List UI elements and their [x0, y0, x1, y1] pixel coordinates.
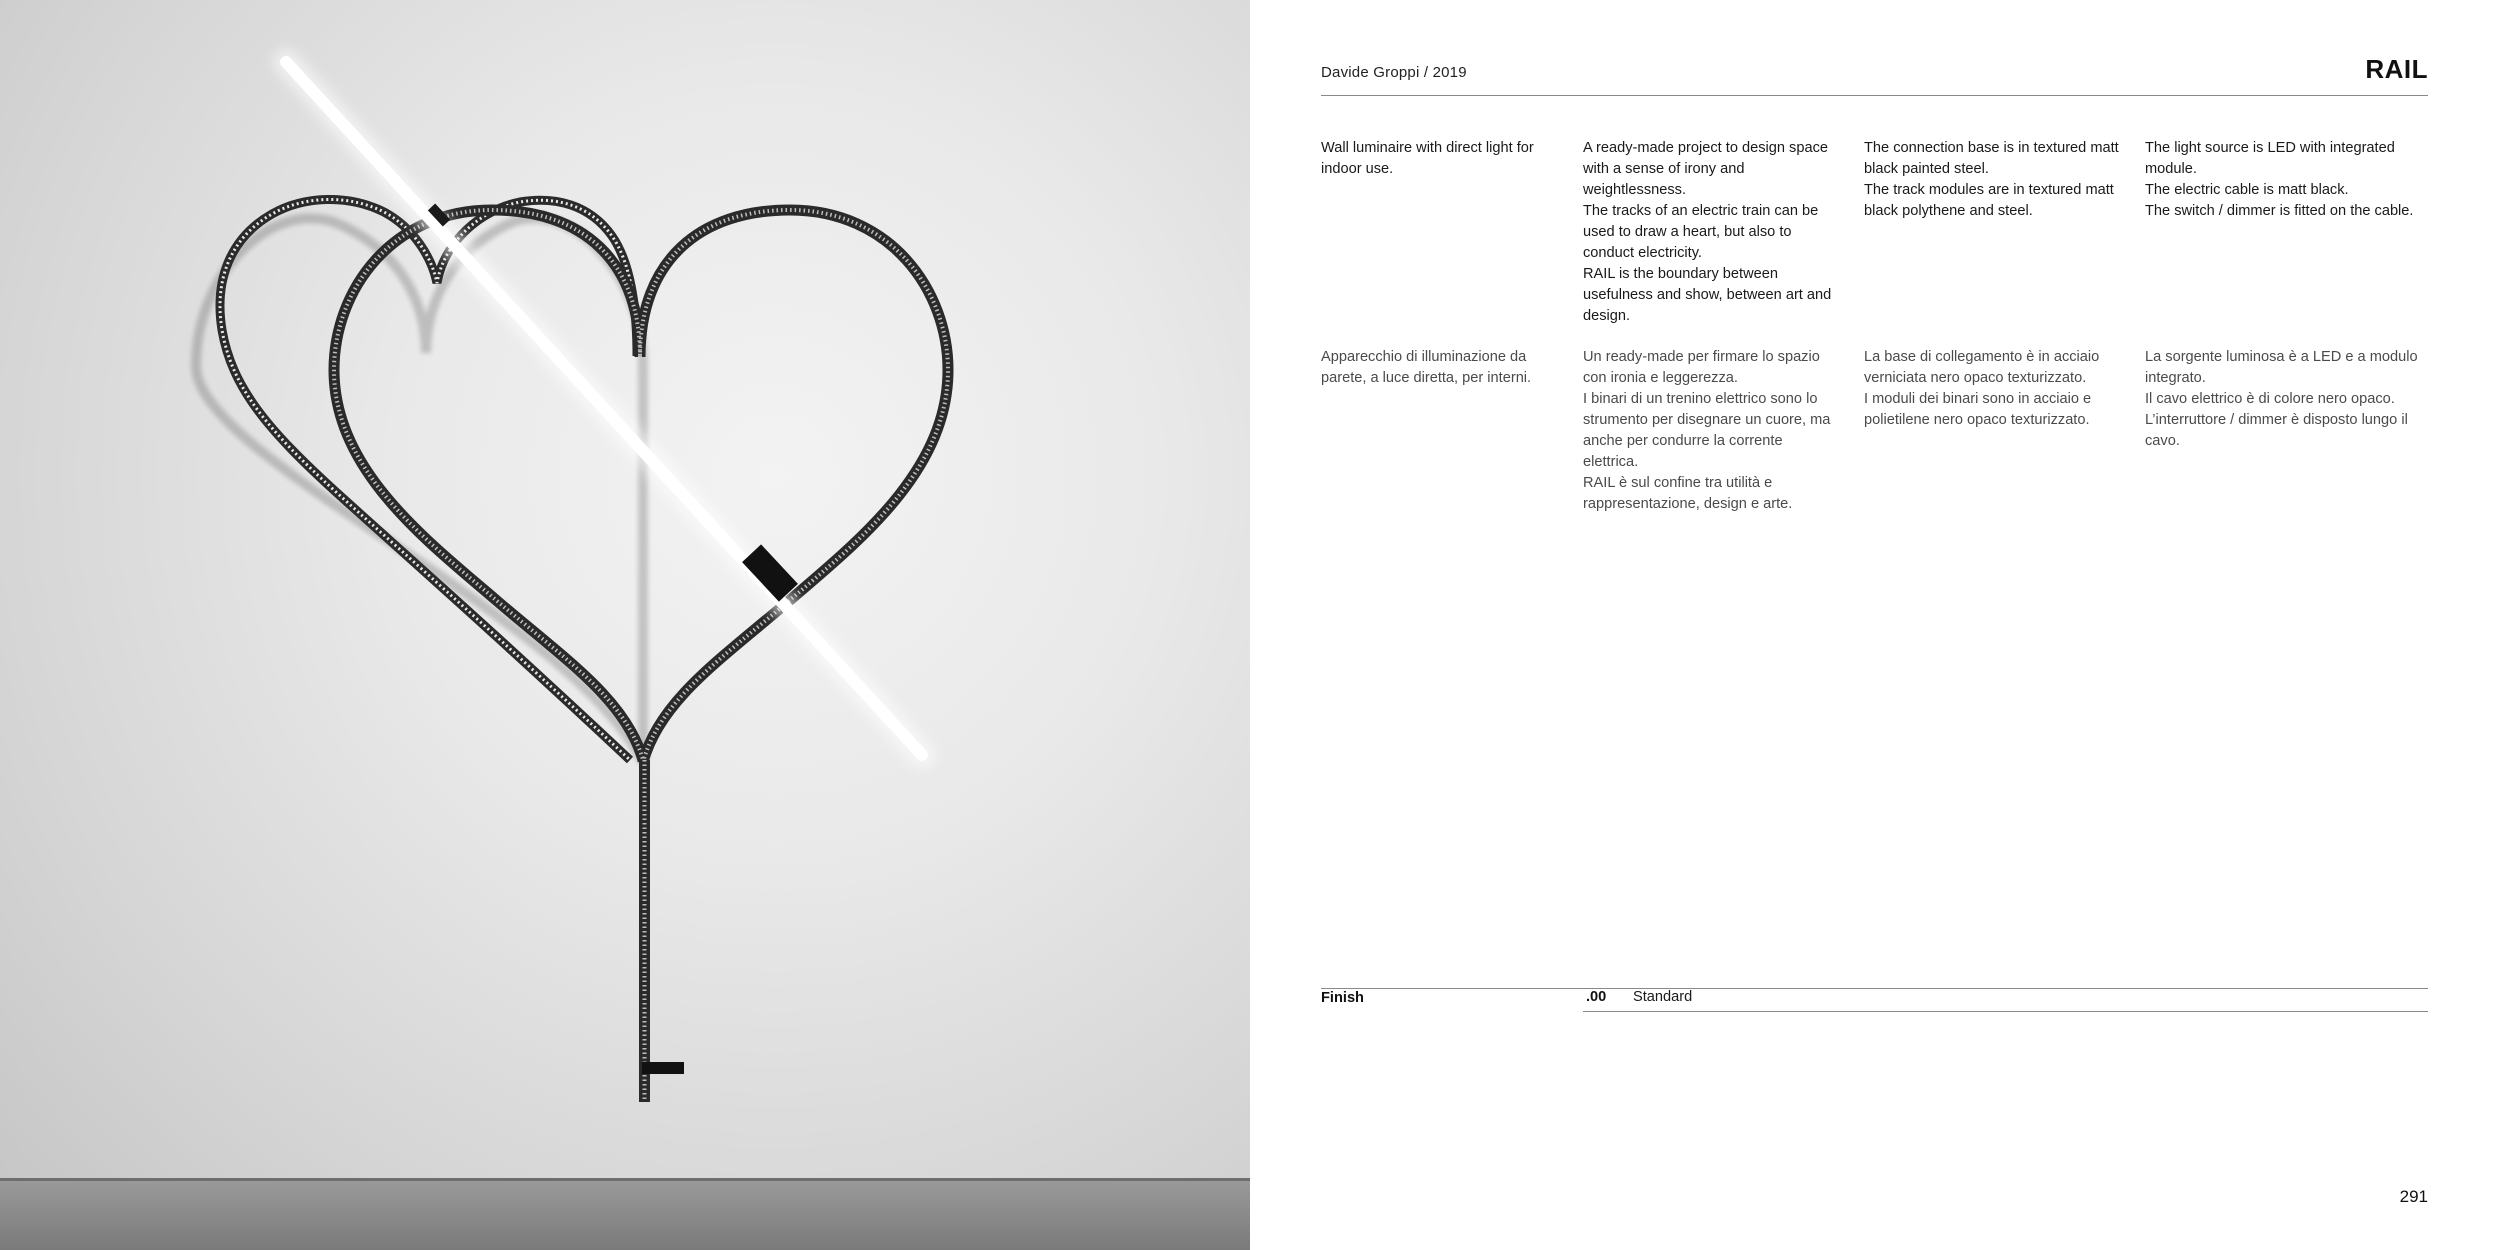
led-light-bar	[286, 62, 922, 755]
floor-edge	[0, 1178, 1250, 1181]
description-en-column-4	[2145, 138, 2428, 222]
paragraph: RAIL is the boundary between usefulness and show, between art and design.	[1583, 266, 1832, 324]
description-en-column-3	[1864, 138, 2119, 222]
paragraph: Apparecchio di illuminazione da parete, a luce diretta, per interni.	[1321, 349, 1532, 386]
paragraph: The connection base is in textured matt black painted steel.	[1864, 140, 2119, 177]
header-divider	[1321, 95, 2428, 96]
floor	[0, 1180, 1250, 1250]
description-it-column-3	[1864, 347, 2119, 431]
heart-track	[322, 203, 790, 720]
paragraph: The tracks of an electric train can be used to draw a heart, but also to conduct electricity.	[1583, 203, 1819, 261]
finish-name: Standard	[1633, 989, 1693, 1005]
finish-divider-bottom	[1583, 1011, 2428, 1012]
rail-stem	[639, 760, 684, 1102]
description-it-column-2	[1583, 347, 1838, 515]
paragraph: I binari di un trenino elettrico sono lo strumento per disegnare un cuore, ma anche per condurre la corrente elettrica.	[1583, 391, 1831, 470]
paragraph: La sorgente luminosa è a LED e a modulo integrato.	[2145, 349, 2418, 386]
paragraph: L’interruttore / dimmer è disposto lungo il cavo.	[2145, 412, 2408, 449]
paragraph: The switch / dimmer is fitted on the cable.	[2145, 203, 2414, 219]
paragraph: The light source is LED with integrated module.	[2145, 140, 2395, 177]
paragraph: A ready-made project to design space with a sense of irony and weightlessness.	[1583, 140, 1828, 198]
author-year: Davide Groppi / 2019	[1321, 64, 1467, 81]
paragraph: La base di collegamento è in acciaio verniciata nero opaco texturizzato.	[1864, 349, 2100, 386]
finish-code: .00	[1586, 989, 1607, 1005]
paragraph: The electric cable is matt black.	[2145, 182, 2349, 198]
description-it-column-4	[2145, 347, 2428, 452]
paragraph: RAIL è sul confine tra utilità e rappresentazione, design e arte.	[1583, 475, 1793, 512]
description-en-column-2	[1583, 138, 1838, 327]
product-title: RAIL	[2365, 54, 2428, 84]
paragraph: Il cavo elettrico è di colore nero opaco.	[2145, 391, 2395, 407]
paragraph: The track modules are in textured matt black polythene and steel.	[1864, 182, 2114, 219]
paragraph: Wall luminaire with direct light for indoor use.	[1321, 140, 1534, 177]
page-number: 291	[2399, 1187, 2428, 1206]
finish-label: Finish	[1321, 990, 1364, 1006]
paragraph: Un ready-made per firmare lo spazio con ironia e leggerezza.	[1583, 349, 1820, 386]
track-shadow	[196, 218, 643, 762]
description-it-column-1	[1321, 347, 1561, 389]
switch-dimmer	[642, 1062, 684, 1074]
paragraph: I moduli dei binari sono in acciaio e polietilene nero opaco texturizzato.	[1864, 391, 2092, 428]
finish-divider-top	[1321, 988, 2428, 989]
description-en-column-1	[1321, 138, 1561, 180]
